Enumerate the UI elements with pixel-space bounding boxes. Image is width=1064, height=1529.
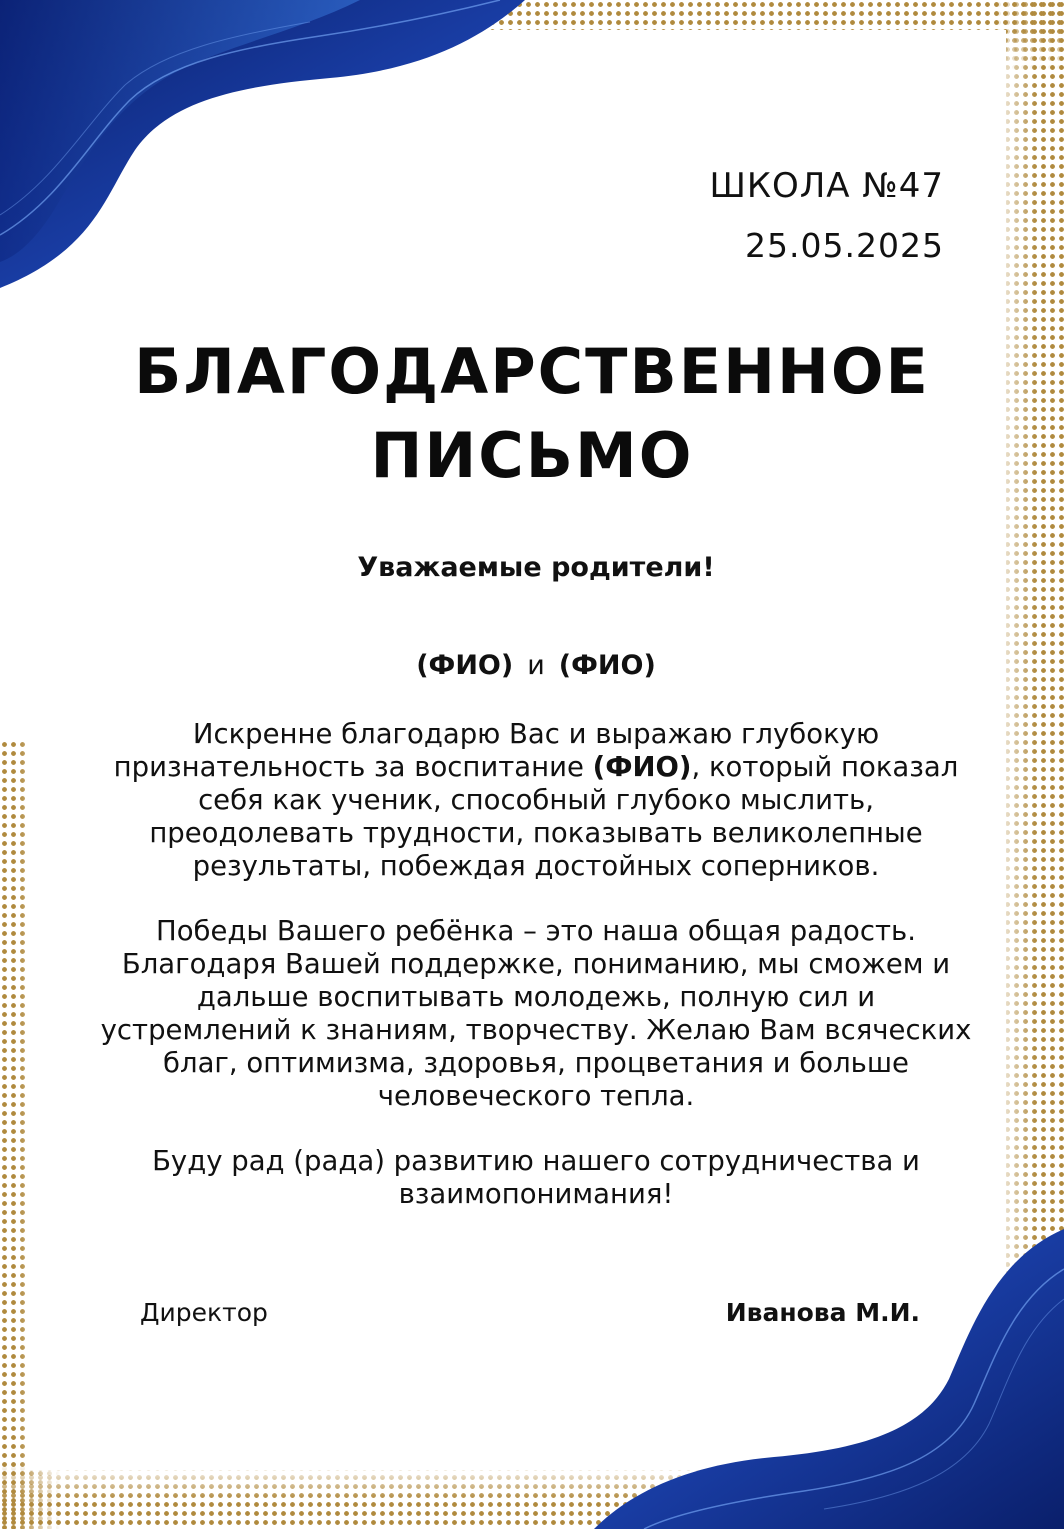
title-line-2: ПИСЬМО (370, 419, 694, 492)
parent-name-1: (ФИО) (416, 650, 514, 681)
body-p1-before: Искренне благодарю Вас и выражаю глубокую признательность за воспитание (113, 718, 880, 783)
signature-role: Директор (140, 1298, 268, 1327)
parent-names (0, 650, 1064, 681)
title-line-1: БЛАГОДАРСТВЕННОЕ (134, 335, 930, 408)
letter-date: 25.05.2025 (745, 226, 944, 265)
body-paragraph-2: Победы Вашего ребёнка – это наша общая радость. Благодаря Вашей поддержке, пониманию, мы сможем и дальше воспитывать молодежь, полную сил и устремлений к знаниям, творчеству. Желаю Вам всяческих благ, оптимизма, здоровья, процветания и больше человеческого тепла. (100, 915, 972, 1112)
blue-wave-bottom-right (564, 1229, 1064, 1529)
letter-title (0, 330, 1064, 498)
names-conjunction: и (527, 650, 545, 681)
body-p1-after: , который показал себя как ученик, способный глубоко мыслить, преодолевать трудности, показывать великолепные результаты, побеждая достойных соперников. (149, 751, 959, 882)
signature-name: Иванова М.И. (725, 1298, 920, 1327)
school-name: ШКОЛА №47 (709, 166, 944, 206)
body-paragraph-3: Буду рад (рада) развитию нашего сотрудничества и взаимопонимания! (152, 1145, 920, 1210)
greeting: Уважаемые родители! (357, 552, 715, 583)
blue-wave-top-left (0, 0, 540, 300)
child-name: (ФИО) (592, 751, 692, 783)
letter-body (100, 718, 972, 1243)
parent-name-2: (ФИО) (558, 650, 656, 681)
body-paragraph-1 (100, 718, 972, 883)
